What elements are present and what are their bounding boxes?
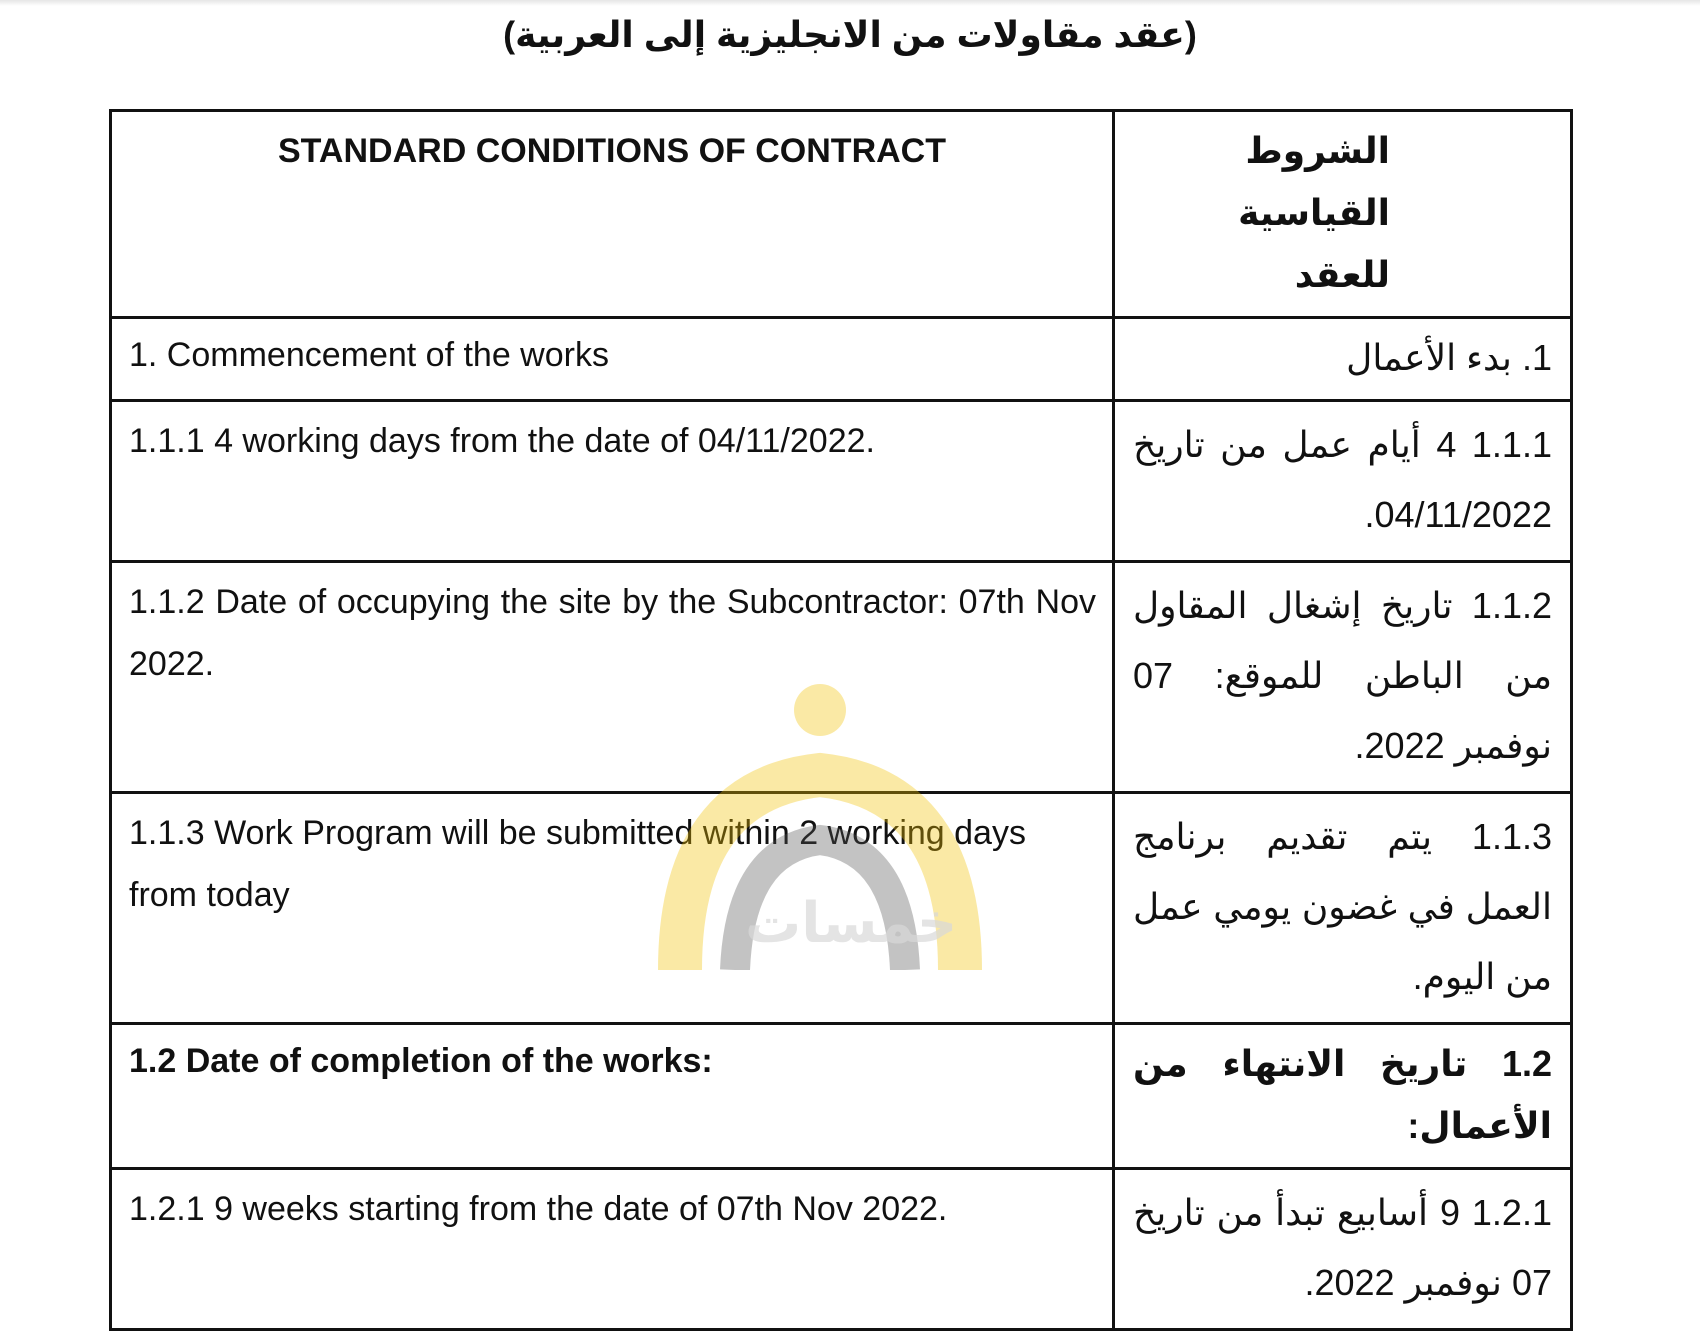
document-title: (عقد مقاولات من الانجليزية إلى العربية) — [503, 14, 1197, 55]
table-header-row — [111, 111, 1572, 318]
row-english: 1.2 Date of completion of the works: — [111, 1024, 1114, 1169]
row-english: 1.2.1 9 weeks starting from the date of 07th Nov 2022. — [111, 1169, 1114, 1330]
contract-table — [109, 109, 1573, 1331]
row-arabic: 1.1.3 يتم تقديم برنامج العمل في غضون يومي عمل من اليوم. — [1114, 793, 1572, 1024]
table-row — [111, 318, 1572, 401]
row-arabic: 1.1.2 تاريخ إشغال المقاول من الباطن للموقع: 07 نوفمبر 2022. — [1114, 562, 1572, 793]
row-arabic: 1.2.1 9 أسابيع تبدأ من تاريخ 07 نوفمبر 2022. — [1114, 1169, 1572, 1330]
row-english: 1.1.3 Work Program will be submitted within 2 working days from today — [111, 793, 1114, 1024]
table-row — [111, 793, 1572, 1024]
row-english: 1.1.2 Date of occupying the site by the Subcontractor: 07th Nov 2022. — [111, 562, 1114, 793]
table-row — [111, 562, 1572, 793]
header-english: STANDARD CONDITIONS OF CONTRACT — [111, 111, 1114, 318]
table-row — [111, 401, 1572, 562]
header-arabic: الشروط القياسية للعقد — [1114, 111, 1572, 318]
table-row — [111, 1169, 1572, 1330]
row-english: 1.1.1 4 working days from the date of 04/11/2022. — [111, 401, 1114, 562]
watermark-text: خمسات — [745, 891, 958, 954]
row-arabic: 1.1.1 4 أيام عمل من تاريخ 04/11/2022. — [1114, 401, 1572, 562]
row-arabic: 1.2 تاريخ الانتهاء من الأعمال: — [1114, 1024, 1572, 1169]
window-top-edge — [0, 0, 1700, 6]
row-arabic: 1. بدء الأعمال — [1114, 318, 1572, 401]
row-english: 1. Commencement of the works — [111, 318, 1114, 401]
table-row — [111, 1024, 1572, 1169]
